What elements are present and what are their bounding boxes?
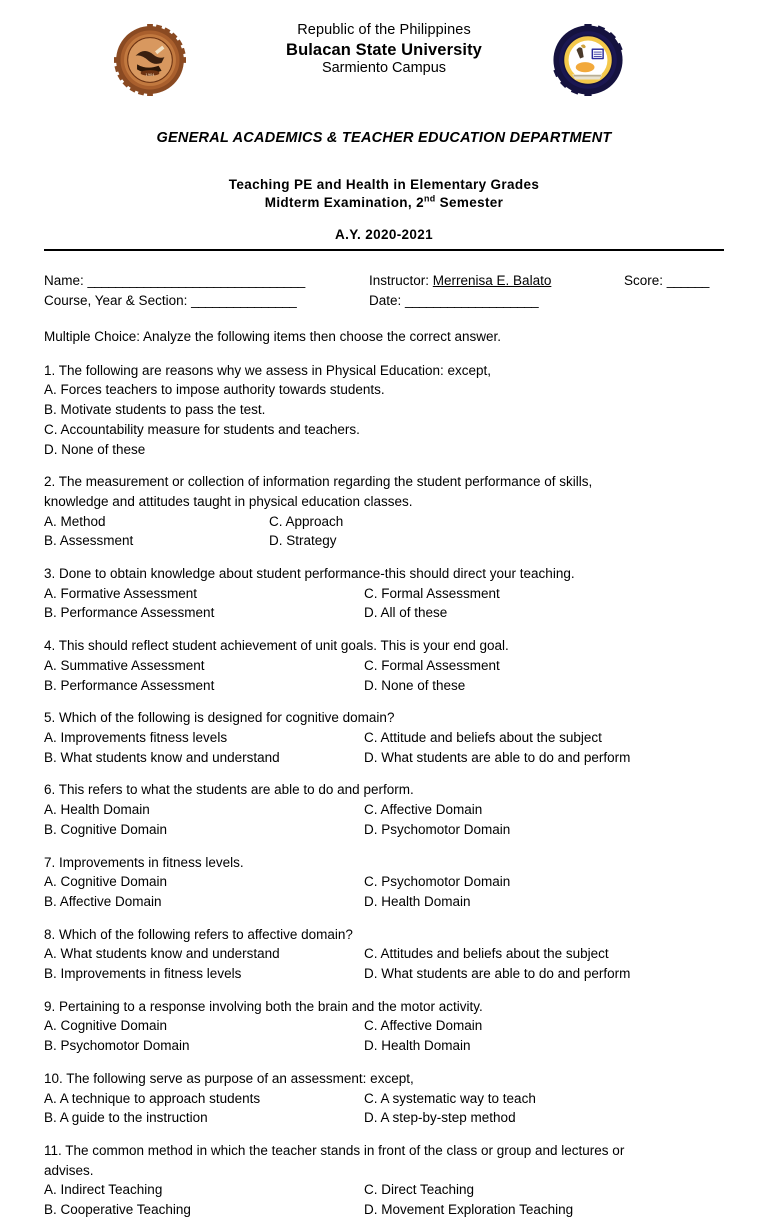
university-name: Bulacan State University bbox=[286, 40, 482, 59]
answer-option[interactable]: C. Affective Domain bbox=[364, 1018, 483, 1034]
question-stem: advises. bbox=[44, 1162, 94, 1178]
question-stem: 8. Which of the following refers to affective domain? bbox=[44, 926, 353, 942]
answer-option[interactable]: B. A guide to the instruction bbox=[44, 1110, 208, 1126]
score-blank[interactable]: ______ bbox=[666, 273, 709, 289]
answer-option[interactable]: C. Attitudes and beliefs about the subject bbox=[364, 946, 609, 962]
question-stem: 11. The common method in which the teacher stands in front of the class or group and lectures or bbox=[44, 1142, 625, 1158]
question-stem: 10. The following serve as purpose of an assessment: except, bbox=[44, 1070, 414, 1086]
question-stem: 4. This should reflect student achievement of unit goals. This is your end goal. bbox=[44, 638, 509, 654]
document-header bbox=[0, 0, 768, 114]
answer-option[interactable]: D. Health Domain bbox=[364, 893, 471, 909]
answer-option[interactable]: B. What students know and understand bbox=[44, 749, 280, 765]
exam-term bbox=[0, 194, 768, 212]
question-stem: 6. This refers to what the students are able to do and perform. bbox=[44, 782, 414, 798]
answer-option-row bbox=[44, 676, 724, 696]
question-block bbox=[44, 472, 724, 551]
info-row-2 bbox=[44, 291, 724, 310]
answer-option[interactable]: C. Formal Assessment bbox=[364, 657, 500, 673]
answer-option-row bbox=[44, 512, 724, 532]
answer-option[interactable]: B. Cognitive Domain bbox=[44, 821, 168, 837]
name-field[interactable] bbox=[44, 271, 369, 290]
answer-option-row bbox=[44, 1016, 724, 1036]
date-label: Date: bbox=[369, 292, 406, 308]
question-stem: 5. Which of the following is designed for cognitive domain? bbox=[44, 710, 395, 726]
answer-option-row bbox=[44, 1036, 724, 1056]
question-block bbox=[44, 853, 724, 912]
answer-option[interactable]: B. Psychomotor Domain bbox=[44, 1038, 190, 1054]
answer-option-row bbox=[44, 748, 724, 768]
answer-option[interactable]: B. Performance Assessment bbox=[44, 677, 215, 693]
answer-option-row bbox=[44, 944, 724, 964]
instructor-label: Instructor: bbox=[369, 273, 433, 289]
republic-line: Republic of the Philippines bbox=[297, 22, 471, 38]
answer-option[interactable]: A. Indirect Teaching bbox=[44, 1182, 163, 1198]
answer-option[interactable]: A. Method bbox=[44, 513, 106, 529]
answer-option[interactable]: A. A technique to approach students bbox=[44, 1090, 261, 1106]
header-divider-rule bbox=[44, 249, 724, 251]
answer-option[interactable]: C. A systematic way to teach bbox=[364, 1090, 536, 1106]
answer-option-row bbox=[44, 1089, 724, 1109]
sarmiento-campus-seal-icon bbox=[552, 24, 624, 96]
svg-text:1904: 1904 bbox=[145, 72, 155, 77]
answer-option[interactable]: A. Forces teachers to impose authority towards students. bbox=[44, 382, 385, 398]
answer-option-row bbox=[44, 872, 724, 892]
answer-option[interactable]: B. Improvements in fitness levels bbox=[44, 966, 242, 982]
question-block bbox=[44, 780, 724, 839]
answer-option[interactable]: D. Movement Exploration Teaching bbox=[364, 1202, 574, 1218]
answer-option[interactable]: D. What students are able to do and perform bbox=[364, 749, 631, 765]
answer-option[interactable]: B. Performance Assessment bbox=[44, 605, 215, 621]
answer-option[interactable]: A. Summative Assessment bbox=[44, 657, 205, 673]
question-block bbox=[44, 636, 724, 695]
answer-option[interactable]: B. Motivate students to pass the test. bbox=[44, 402, 266, 418]
exam-title-block bbox=[0, 176, 768, 243]
answer-option-row bbox=[44, 1180, 724, 1200]
question-stem: 7. Improvements in fitness levels. bbox=[44, 854, 244, 870]
name-blank[interactable]: _______________________________ bbox=[87, 273, 305, 289]
answer-option[interactable]: C. Affective Domain bbox=[364, 802, 483, 818]
instructions-text: Multiple Choice: Analyze the following items then choose the correct answer. bbox=[44, 328, 501, 344]
question-block bbox=[44, 564, 724, 623]
answer-option-row bbox=[44, 584, 724, 604]
exam-term-suffix: Semester bbox=[435, 194, 504, 210]
course-field[interactable] bbox=[44, 291, 369, 310]
answer-option[interactable]: C. Accountability measure for students and teachers. bbox=[44, 421, 360, 437]
score-field[interactable] bbox=[624, 271, 724, 290]
question-block bbox=[44, 1069, 724, 1128]
answer-option[interactable]: A. Cognitive Domain bbox=[44, 874, 168, 890]
answer-option-row bbox=[44, 800, 724, 820]
answer-option[interactable]: A. Improvements fitness levels bbox=[44, 730, 228, 745]
info-row-1 bbox=[44, 271, 724, 290]
answer-option[interactable]: C. Formal Assessment bbox=[364, 585, 500, 601]
score-label: Score: bbox=[624, 273, 667, 289]
question-stem: 1. The following are reasons why we assess in Physical Education: except, bbox=[44, 362, 491, 378]
course-label: Course, Year & Section: bbox=[44, 292, 192, 308]
course-blank[interactable]: _______________ bbox=[191, 292, 297, 308]
answer-option[interactable]: D. None of these bbox=[44, 441, 146, 457]
answer-option[interactable]: A. Cognitive Domain bbox=[44, 1018, 168, 1034]
question-stem: knowledge and attitudes taught in physical education classes. bbox=[44, 493, 413, 509]
answer-option-row bbox=[44, 531, 724, 551]
answer-option[interactable]: D. Psychomotor Domain bbox=[364, 821, 511, 837]
name-label: Name: bbox=[44, 273, 88, 289]
answer-option-row bbox=[44, 892, 724, 912]
answer-option-row bbox=[44, 656, 724, 676]
question-block bbox=[44, 997, 724, 1056]
answer-option-row bbox=[44, 964, 724, 984]
answer-option[interactable]: A. Health Domain bbox=[44, 802, 150, 818]
answer-option-row bbox=[44, 728, 724, 748]
answer-option[interactable]: B. Cooperative Teaching bbox=[44, 1202, 191, 1218]
answer-option-row bbox=[44, 1200, 724, 1220]
question-block bbox=[44, 1141, 724, 1220]
question-stem: 9. Pertaining to a response involving both the brain and the motor activity. bbox=[44, 998, 483, 1014]
answer-option-row bbox=[44, 603, 724, 623]
answer-option[interactable]: D. A step-by-step method bbox=[364, 1110, 516, 1126]
department-title: GENERAL ACADEMICS & TEACHER EDUCATION DEPARTMENT bbox=[156, 130, 612, 146]
answer-option[interactable]: B. Assessment bbox=[44, 533, 134, 549]
bulacan-state-university-seal-icon bbox=[114, 24, 186, 96]
answer-option[interactable]: D. All of these bbox=[364, 605, 448, 621]
answer-option[interactable]: C. Attitude and beliefs about the subject bbox=[364, 730, 602, 745]
answer-option[interactable]: D. What students are able to do and perform bbox=[364, 966, 631, 982]
exam-term-ordinal: nd bbox=[423, 193, 436, 204]
answer-option[interactable]: B. Affective Domain bbox=[44, 893, 162, 909]
exam-term-text: Midterm Examination, 2 bbox=[264, 194, 424, 210]
question-stem: 2. The measurement or collection of information regarding the student performance of skills, bbox=[44, 474, 593, 490]
student-info-block bbox=[0, 271, 768, 309]
question-block bbox=[44, 925, 724, 984]
answer-option[interactable]: D. Health Domain bbox=[364, 1038, 471, 1054]
question-stem: 3. Done to obtain knowledge about student performance-this should direct your teaching. bbox=[44, 566, 575, 582]
answer-option[interactable]: D. Strategy bbox=[269, 533, 337, 549]
question-block bbox=[44, 708, 724, 767]
instructor-value: Merrenisa E. Balato bbox=[432, 273, 552, 289]
answer-option[interactable]: A. What students know and understand bbox=[44, 946, 280, 962]
date-field[interactable] bbox=[369, 291, 624, 310]
campus-name: Sarmiento Campus bbox=[321, 59, 447, 76]
answer-option[interactable]: D. None of these bbox=[364, 677, 466, 693]
answer-option[interactable]: A. Formative Assessment bbox=[44, 585, 198, 601]
answer-option[interactable]: C. Approach bbox=[269, 513, 344, 529]
answer-option[interactable]: C. Psychomotor Domain bbox=[364, 874, 511, 890]
questions-list bbox=[0, 361, 768, 1220]
instructor-field bbox=[369, 271, 624, 290]
date-blank[interactable]: ___________________ bbox=[405, 292, 539, 308]
answer-option[interactable]: C. Direct Teaching bbox=[364, 1182, 475, 1198]
exam-subject: Teaching PE and Health in Elementary Grades bbox=[228, 177, 540, 192]
answer-option-row bbox=[44, 1108, 724, 1128]
answer-option-row bbox=[44, 820, 724, 840]
question-block bbox=[44, 361, 724, 460]
academic-year: A.Y. 2020-2021 bbox=[335, 226, 433, 242]
